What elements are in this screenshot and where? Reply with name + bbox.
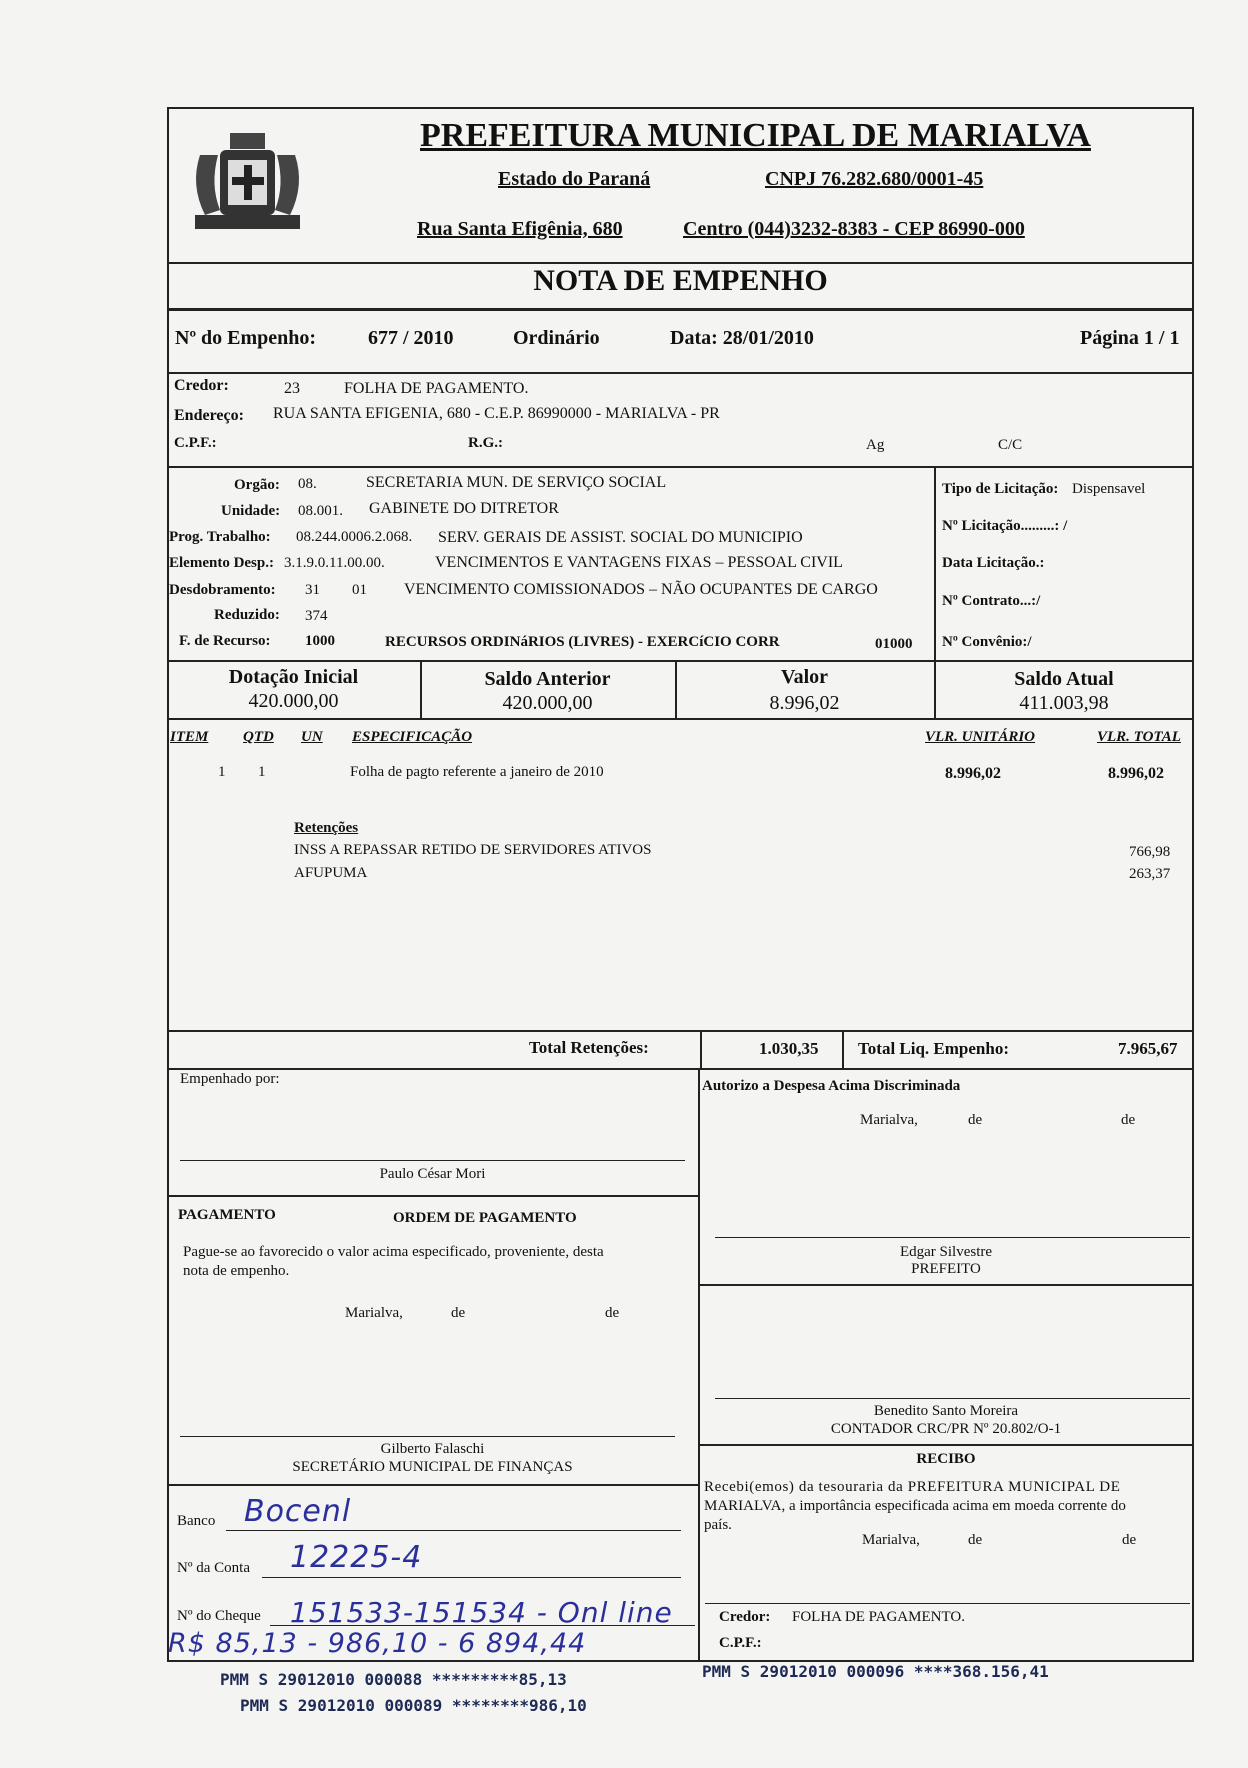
pagamento-de-2: de xyxy=(605,1305,620,1321)
conta-label: Nº da Conta xyxy=(177,1560,250,1576)
orgao-desc: SECRETARIA MUN. DE SERVIÇO SOCIAL xyxy=(366,474,667,491)
col-vlr-unitario: VLR. UNITÁRIO xyxy=(925,729,1036,745)
saldo-anterior-label: Saldo Anterior xyxy=(484,668,611,690)
pagamento-label: PAGAMENTO xyxy=(178,1207,276,1223)
prog-code: 08.244.0006.2.068. xyxy=(296,529,413,545)
numero-contrato: Nº Contrato...:/ xyxy=(942,593,1041,609)
autorizo-de-1: de xyxy=(968,1112,983,1128)
empenhado-label: Empenhado por: xyxy=(180,1071,280,1087)
pagamento-de-1: de xyxy=(451,1305,466,1321)
elemento-code: 3.1.9.0.11.00.00. xyxy=(284,555,385,571)
item-unit-value: 8.996,02 xyxy=(945,765,1001,782)
tipo-licitacao-value: Dispensavel xyxy=(1072,481,1146,497)
address-street: Rua Santa Efigênia, 680 xyxy=(417,218,623,240)
valor-value: 8.996,02 xyxy=(769,692,840,714)
secretario-name: Gilberto Falaschi xyxy=(380,1441,485,1457)
bank-stamp-3: PMM S 29012010 000096 ****368.156,41 xyxy=(702,1662,1049,1681)
unidade-label: Unidade: xyxy=(221,503,281,519)
prefeito-name: Edgar Silvestre xyxy=(899,1244,993,1260)
valores-handwritten: R$ 85,13 - 986,10 - 6 894,44 xyxy=(168,1628,587,1659)
retencao-desc-2: AFUPUMA xyxy=(294,865,368,881)
recibo-text-1: Recebi(emos) da tesouraria da PREFEITURA MUNICIPAL DE xyxy=(704,1479,1121,1495)
retencao-desc-1: INSS A REPASSAR RETIDO DE SERVIDORES ATIVOS xyxy=(294,842,652,858)
autorizo-title: Autorizo a Despesa Acima Discriminada xyxy=(702,1078,961,1094)
recibo-credor-label: Credor: xyxy=(719,1609,771,1625)
credor-code: 23 xyxy=(284,380,300,397)
total-retencoes-value: 1.030,35 xyxy=(759,1039,819,1058)
bank-stamp-2: PMM S 29012010 000089 ********986,10 xyxy=(240,1696,587,1715)
recurso-desc: RECURSOS ORDINáRIOS (LIVRES) - EXERCíCIO CORR xyxy=(385,634,780,650)
recurso-label: F. de Recurso: xyxy=(179,633,271,649)
address-details: Centro (044)3232-8383 - CEP 86990-000 xyxy=(683,218,1025,240)
recibo-cpf-label: C.P.F.: xyxy=(719,1635,762,1651)
autorizo-place: Marialva, xyxy=(860,1112,918,1128)
col-especificacao: ESPECIFICAÇÃO xyxy=(352,729,473,745)
numero-licitacao: Nº Licitação.........: / xyxy=(942,518,1068,534)
recurso-code: 1000 xyxy=(305,633,335,649)
reduzido-value: 374 xyxy=(305,608,328,624)
numero-convenio: Nº Convênio:/ xyxy=(942,634,1032,650)
tipo-licitacao-label: Tipo de Licitação: xyxy=(942,481,1059,497)
ordem-pagamento-label: ORDEM DE PAGAMENTO xyxy=(393,1210,577,1226)
saldo-anterior-value: 420.000,00 xyxy=(502,692,593,714)
recibo-de-1: de xyxy=(968,1532,983,1548)
endereco-value: RUA SANTA EFIGENIA, 680 - C.E.P. 86990000 - MARIALVA - PR xyxy=(273,405,720,422)
endereco-label: Endereço: xyxy=(174,407,244,424)
cheque-handwritten: 151533-151534 - Onl line xyxy=(290,1596,673,1629)
desdobramento-b: 01 xyxy=(352,582,367,598)
recibo-text-2: MARIALVA, a importância especificada acima em moeda corrente do xyxy=(704,1498,1126,1514)
desdobramento-desc: VENCIMENTO COMISSIONADOS – NÃO OCUPANTES DE CARGO xyxy=(404,581,878,598)
data-licitacao: Data Licitação.: xyxy=(942,555,1045,571)
banco-handwritten: Bocenl xyxy=(244,1494,352,1529)
empenho-date: Data: 28/01/2010 xyxy=(670,327,814,349)
col-un: UN xyxy=(301,729,323,745)
secretario-role: SECRETÁRIO MUNICIPAL DE FINANÇAS xyxy=(292,1459,573,1475)
contador-role: CONTADOR CRC/PR Nº 20.802/O-1 xyxy=(830,1421,1062,1437)
recibo-de-2: de xyxy=(1122,1532,1137,1548)
desdobramento-a: 31 xyxy=(305,582,320,598)
recibo-credor-value: FOLHA DE PAGAMENTO. xyxy=(792,1609,965,1625)
pagamento-text-2: nota de empenho. xyxy=(183,1263,290,1279)
pagamento-text-1: Pague-se ao favorecido o valor acima especificado, proveniente, desta xyxy=(183,1244,604,1260)
saldo-atual-value: 411.003,98 xyxy=(1019,692,1109,714)
elemento-label: Elemento Desp.: xyxy=(169,555,274,571)
col-vlr-total: VLR. TOTAL xyxy=(1097,729,1181,745)
col-qtd: QTD xyxy=(243,729,274,745)
prog-desc: SERV. GERAIS DE ASSIST. SOCIAL DO MUNICIPIO xyxy=(438,529,803,546)
pagamento-place: Marialva, xyxy=(345,1305,403,1321)
autorizo-de-2: de xyxy=(1121,1112,1136,1128)
empenho-type: Ordinário xyxy=(513,327,600,349)
recurso-num: 01000 xyxy=(875,636,913,652)
reduzido-label: Reduzido: xyxy=(214,607,280,623)
ag-label: Ag xyxy=(866,437,885,453)
recibo-text-3: país. xyxy=(704,1517,732,1533)
credor-label: Credor: xyxy=(174,377,229,394)
orgao-label: Orgão: xyxy=(234,477,280,493)
cheque-label: Nº do Cheque xyxy=(177,1608,261,1624)
bank-stamp-1: PMM S 29012010 000088 *********85,13 xyxy=(220,1670,567,1689)
unidade-code: 08.001. xyxy=(298,503,343,519)
prog-label: Prog. Trabalho: xyxy=(169,529,271,545)
estado-label: Estado do Paraná xyxy=(498,168,651,190)
dotacao-inicial-value: 420.000,00 xyxy=(248,690,339,712)
empenhado-signer: Paulo César Mori xyxy=(379,1166,486,1182)
cpf-label: C.P.F.: xyxy=(174,435,217,451)
recibo-title: RECIBO xyxy=(916,1451,976,1467)
prefeito-role: PREFEITO xyxy=(911,1261,981,1277)
item-qtd: 1 xyxy=(258,764,266,780)
dotacao-inicial-label: Dotação Inicial xyxy=(228,666,359,688)
doc-title: NOTA DE EMPENHO xyxy=(533,264,828,297)
contador-name: Benedito Santo Moreira xyxy=(873,1403,1019,1419)
cc-label: C/C xyxy=(998,437,1023,453)
page-number: Página 1 / 1 xyxy=(1080,327,1180,349)
credor-name: FOLHA DE PAGAMENTO. xyxy=(344,380,529,397)
retencoes-title: Retenções xyxy=(294,820,359,836)
saldo-atual-label: Saldo Atual xyxy=(1014,668,1114,690)
retencao-value-2: 263,37 xyxy=(1129,866,1171,882)
page-title: PREFEITURA MUNICIPAL DE MARIALVA xyxy=(420,117,1091,154)
unidade-desc: GABINETE DO DITRETOR xyxy=(369,500,559,517)
item-total-value: 8.996,02 xyxy=(1108,765,1164,782)
col-item: ITEM xyxy=(170,729,209,745)
retencao-value-1: 766,98 xyxy=(1129,844,1171,860)
municipal-crest-icon xyxy=(180,115,315,250)
elemento-desc: VENCIMENTOS E VANTAGENS FIXAS – PESSOAL CIVIL xyxy=(435,554,843,571)
total-liquido-value: 7.965,67 xyxy=(1118,1039,1178,1058)
orgao-code: 08. xyxy=(298,476,317,492)
item-desc: Folha de pagto referente a janeiro de 2010 xyxy=(350,764,604,780)
valor-label: Valor xyxy=(780,666,829,688)
empenho-number-label: Nº do Empenho: xyxy=(175,327,317,349)
desdobramento-label: Desdobramento: xyxy=(169,582,276,598)
recibo-place: Marialva, xyxy=(862,1532,920,1548)
rg-label: R.G.: xyxy=(468,435,503,451)
item-number: 1 xyxy=(218,764,226,780)
cnpj-label: CNPJ 76.282.680/0001-45 xyxy=(765,168,984,190)
total-liquido-label: Total Liq. Empenho: xyxy=(858,1039,1009,1058)
total-retencoes-label: Total Retenções: xyxy=(529,1038,649,1057)
empenho-number: 677 / 2010 xyxy=(368,327,454,349)
conta-handwritten: 12225-4 xyxy=(290,1540,423,1575)
banco-label: Banco xyxy=(177,1513,216,1529)
